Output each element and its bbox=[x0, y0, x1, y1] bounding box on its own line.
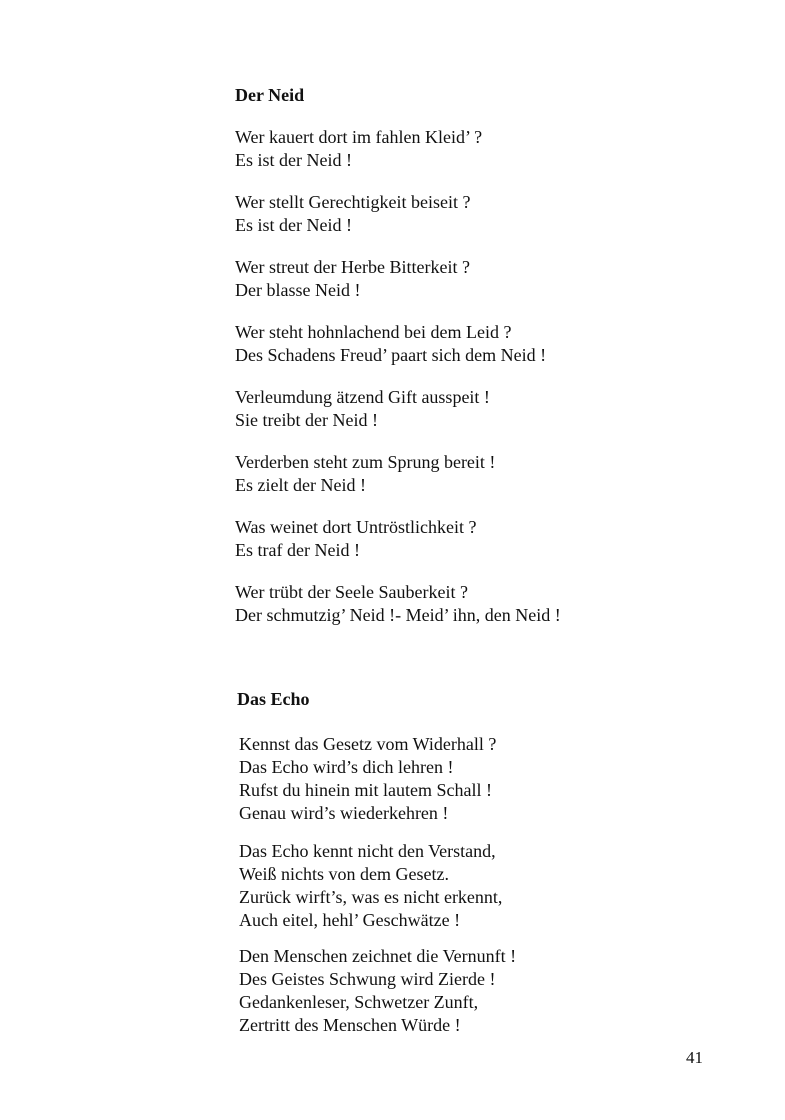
poem-line: Verderben steht zum Sprung bereit ! bbox=[235, 452, 496, 472]
poem-line: Kennst das Gesetz vom Widerhall ? bbox=[239, 734, 497, 754]
poem-line: Es traf der Neid ! bbox=[235, 540, 360, 560]
poem1-stanza-6 bbox=[235, 451, 495, 497]
poem-line: Verleumdung ätzend Gift ausspeit ! bbox=[235, 387, 490, 407]
poem-line: Auch eitel, hehl’ Geschwätze ! bbox=[239, 910, 461, 930]
page-number: 41 bbox=[686, 1048, 703, 1067]
poem-line: Wer stellt Gerechtigkeit beiseit ? bbox=[235, 192, 471, 212]
poem-line: Es ist der Neid ! bbox=[235, 150, 352, 170]
poem-line: Was weinet dort Untröstlichkeit ? bbox=[235, 517, 477, 537]
poem-line: Wer kauert dort im fahlen Kleid’ ? bbox=[235, 127, 483, 147]
poem-line: Weiß nichts von dem Gesetz. bbox=[239, 864, 449, 884]
poem-title-das-echo: Das Echo bbox=[237, 689, 310, 709]
poem-line: Es zielt der Neid ! bbox=[235, 475, 366, 495]
poem1-stanza-1 bbox=[235, 126, 482, 172]
poem2-stanza-3 bbox=[239, 945, 516, 1037]
poem-line: Wer trübt der Seele Sauberkeit ? bbox=[235, 582, 468, 602]
poem-line: Genau wird’s wiederkehren ! bbox=[239, 803, 449, 823]
poem-line: Des Geistes Schwung wird Zierde ! bbox=[239, 969, 496, 989]
poem1-stanza-3 bbox=[235, 256, 470, 302]
poem-line: Gedankenleser, Schwetzer Zunft, bbox=[239, 992, 479, 1012]
poem-line: Des Schadens Freud’ paart sich dem Neid ! bbox=[235, 345, 547, 365]
poem-line: Der schmutzig’ Neid !- Meid’ ihn, den Neid ! bbox=[235, 605, 561, 625]
poem2-stanza-2 bbox=[239, 840, 502, 932]
poem-line: Das Echo wird’s dich lehren ! bbox=[239, 757, 454, 777]
poem-line: Wer streut der Herbe Bitterkeit ? bbox=[235, 257, 470, 277]
poem-line: Den Menschen zeichnet die Vernunft ! bbox=[239, 946, 517, 966]
poem-line: Zertritt des Menschen Würde ! bbox=[239, 1015, 461, 1035]
poem-line: Wer steht hohnlachend bei dem Leid ? bbox=[235, 322, 512, 342]
poem-line: Sie treibt der Neid ! bbox=[235, 410, 378, 430]
poem-title-der-neid: Der Neid bbox=[235, 85, 305, 105]
poem-line: Es ist der Neid ! bbox=[235, 215, 352, 235]
poem1-stanza-7 bbox=[235, 516, 477, 562]
poem-line: Rufst du hinein mit lautem Schall ! bbox=[239, 780, 492, 800]
poem1-stanza-8 bbox=[235, 581, 561, 627]
poem-line: Zurück wirft’s, was es nicht erkennt, bbox=[239, 887, 503, 907]
poem1-stanza-2 bbox=[235, 191, 470, 237]
poem2-stanza-1 bbox=[239, 733, 496, 825]
poem-line: Das Echo kennt nicht den Verstand, bbox=[239, 841, 496, 861]
poem1-stanza-5 bbox=[235, 386, 490, 432]
poem1-stanza-4 bbox=[235, 321, 546, 367]
poem-line: Der blasse Neid ! bbox=[235, 280, 361, 300]
